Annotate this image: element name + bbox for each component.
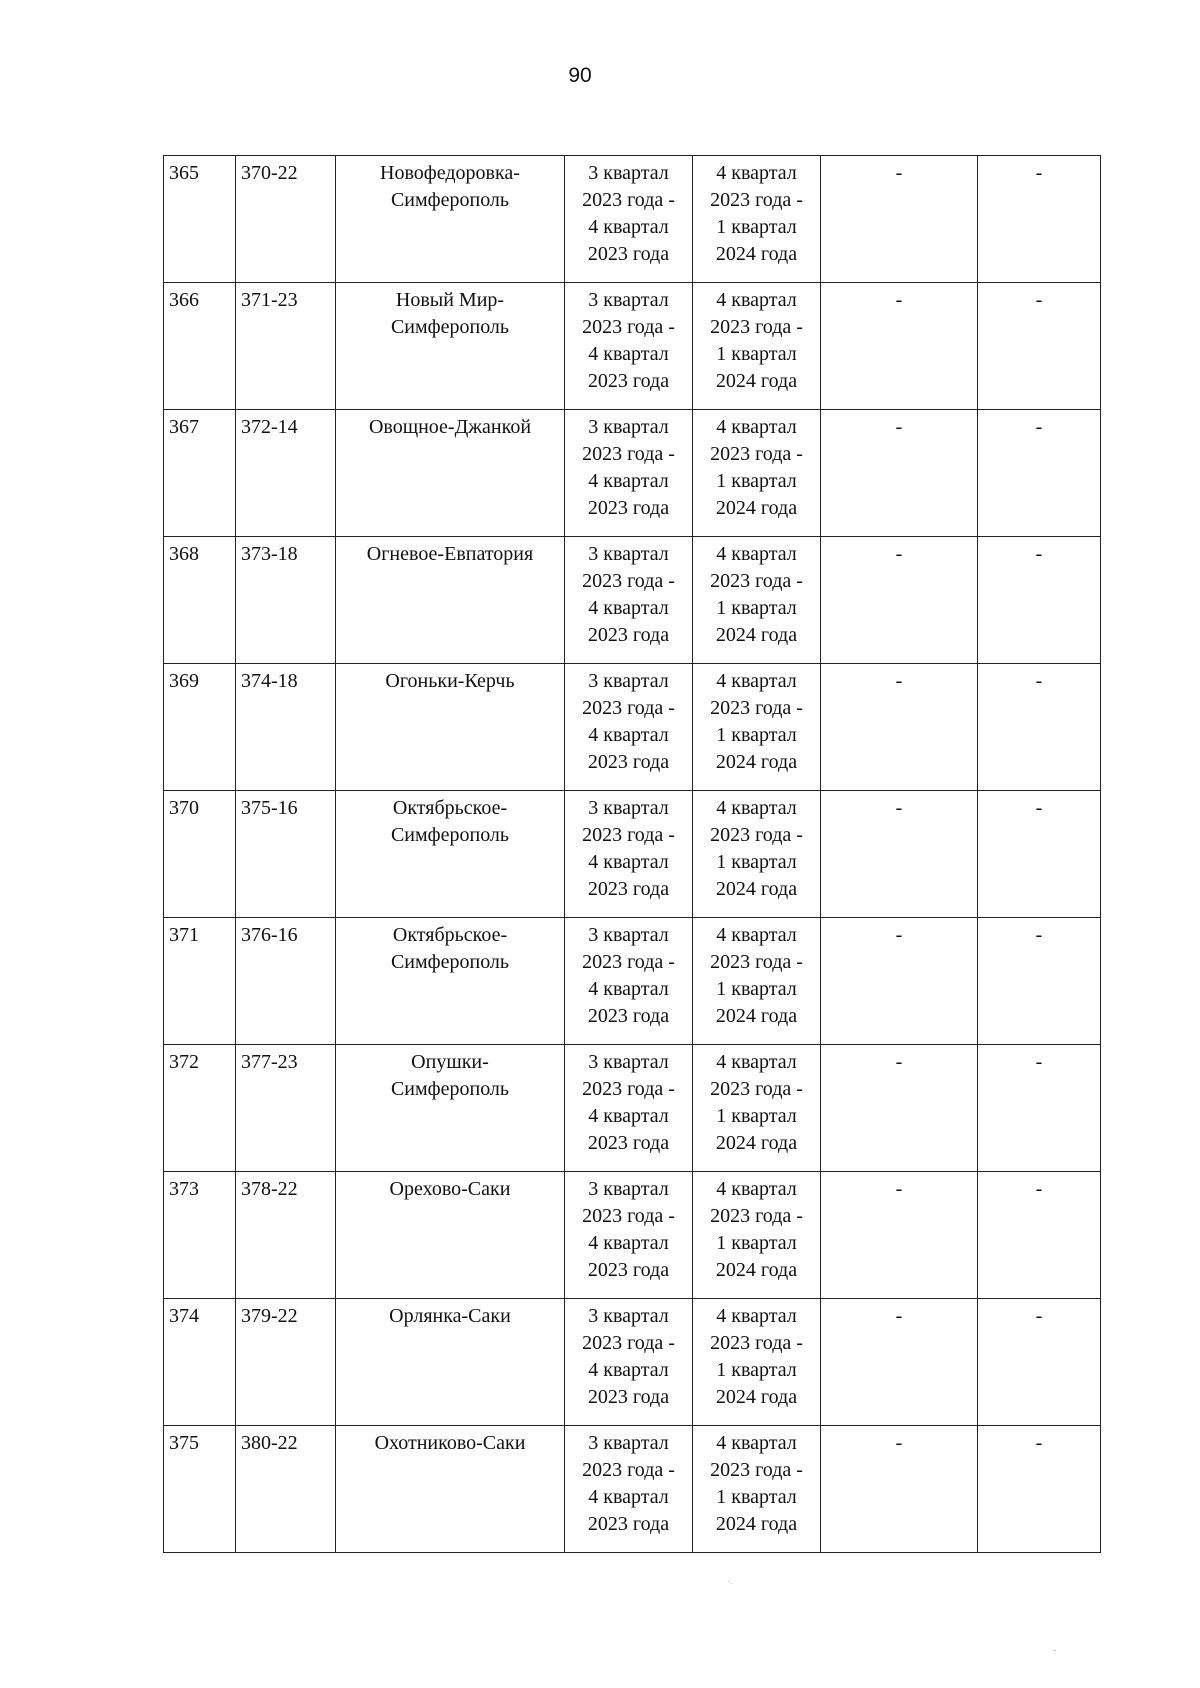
end-period-cell [693, 1172, 821, 1299]
end-period-line: 1 квартал [716, 216, 797, 238]
end-period-cell [693, 156, 821, 283]
start-period-line: 3 квартал [588, 1051, 669, 1073]
end-period-line: 2023 года - [710, 1332, 803, 1354]
end-period-cell [693, 410, 821, 537]
start-period-line: 2023 года - [582, 951, 675, 973]
dash-value: - [1035, 924, 1043, 946]
column-six-cell [821, 1045, 978, 1172]
row-number: 365 [169, 162, 199, 184]
column-seven-cell [978, 156, 1101, 283]
route-code: 379-22 [241, 1305, 298, 1327]
start-period-cell [565, 791, 693, 918]
dash-value: - [1035, 1178, 1043, 1200]
end-period-line: 1 квартал [716, 343, 797, 365]
start-period-line: 2023 года - [582, 824, 675, 846]
end-period-line: 4 квартал [716, 797, 797, 819]
row-number-cell [164, 410, 236, 537]
end-period-line: 1 квартал [716, 724, 797, 746]
end-period-line: 2024 года [715, 1386, 798, 1408]
route-code: 378-22 [241, 1178, 298, 1200]
end-period-line: 2023 года - [710, 697, 803, 719]
dash-value: - [895, 1432, 903, 1454]
start-period-line: 4 квартал [588, 724, 669, 746]
end-period-line: 1 квартал [716, 1105, 797, 1127]
dash-value: - [895, 797, 903, 819]
dash-value: - [895, 416, 903, 438]
dash-value: - [1035, 289, 1043, 311]
end-period-line: 4 квартал [716, 670, 797, 692]
route-name-cell [336, 283, 565, 410]
route-code: 376-16 [241, 924, 298, 946]
end-period-cell [693, 791, 821, 918]
start-period-line: 3 квартал [588, 289, 669, 311]
route-name-line: Овощное-Джанкой [368, 416, 532, 438]
route-name-line: Охотниково-Саки [374, 1432, 526, 1454]
end-period-line: 2024 года [715, 1259, 798, 1281]
row-number: 373 [169, 1178, 199, 1200]
route-name-cell [336, 1172, 565, 1299]
table-row [164, 1426, 1101, 1553]
route-code-cell [236, 1172, 336, 1299]
end-period-line: 2024 года [715, 751, 798, 773]
table-row [164, 1299, 1101, 1426]
column-seven-cell [978, 1172, 1101, 1299]
dash-value: - [1035, 1305, 1043, 1327]
start-period-cell [565, 918, 693, 1045]
table-row [164, 664, 1101, 791]
start-period-line: 3 квартал [588, 670, 669, 692]
start-period-cell [565, 664, 693, 791]
route-name-cell [336, 1045, 565, 1172]
row-number-cell [164, 156, 236, 283]
column-seven-cell [978, 1299, 1101, 1426]
start-period-line: 2023 года - [582, 1078, 675, 1100]
start-period-line: 3 квартал [588, 543, 669, 565]
route-code: 372-14 [241, 416, 298, 438]
route-code-cell [236, 410, 336, 537]
column-seven-cell [978, 1045, 1101, 1172]
start-period-line: 2023 года - [582, 1205, 675, 1227]
end-period-line: 4 квартал [716, 289, 797, 311]
row-number: 375 [169, 1432, 199, 1454]
end-period-line: 2023 года - [710, 570, 803, 592]
dash-value: - [895, 1305, 903, 1327]
column-seven-cell [978, 283, 1101, 410]
start-period-line: 3 квартал [588, 924, 669, 946]
end-period-cell [693, 918, 821, 1045]
end-period-line: 2023 года - [710, 189, 803, 211]
table-body [164, 156, 1101, 1553]
start-period-line: 2023 года [587, 1386, 670, 1408]
row-number: 372 [169, 1051, 199, 1073]
end-period-line: 2023 года - [710, 1078, 803, 1100]
end-period-line: 2024 года [715, 243, 798, 265]
end-period-line: 4 квартал [716, 416, 797, 438]
start-period-line: 3 квартал [588, 162, 669, 184]
start-period-line: 4 квартал [588, 470, 669, 492]
end-period-line: 4 квартал [716, 162, 797, 184]
start-period-line: 2023 года [587, 1005, 670, 1027]
table-row [164, 410, 1101, 537]
dash-value: - [1035, 670, 1043, 692]
route-code: 371-23 [241, 289, 298, 311]
end-period-line: 1 квартал [716, 597, 797, 619]
start-period-line: 2023 года [587, 243, 670, 265]
end-period-line: 2024 года [715, 370, 798, 392]
end-period-cell [693, 1426, 821, 1553]
end-period-line: 4 квартал [716, 543, 797, 565]
route-name-cell [336, 1426, 565, 1553]
route-name-line: Симферополь [390, 824, 510, 846]
route-name-line: Октябрьское- [392, 797, 508, 819]
start-period-line: 2023 года - [582, 1459, 675, 1481]
route-name-cell [336, 791, 565, 918]
row-number-cell [164, 664, 236, 791]
end-period-line: 4 квартал [716, 1305, 797, 1327]
route-code-cell [236, 156, 336, 283]
dash-value: - [895, 1051, 903, 1073]
end-period-cell [693, 1045, 821, 1172]
end-period-line: 1 квартал [716, 851, 797, 873]
table-row [164, 918, 1101, 1045]
route-name-cell [336, 918, 565, 1045]
end-period-line: 4 квартал [716, 1178, 797, 1200]
route-name-cell [336, 1299, 565, 1426]
end-period-line: 4 квартал [716, 924, 797, 946]
column-seven-cell [978, 537, 1101, 664]
route-name-cell [336, 410, 565, 537]
row-number: 366 [169, 289, 199, 311]
routes-table [163, 155, 1101, 1553]
route-name-cell [336, 537, 565, 664]
route-name-line: Симферополь [390, 189, 510, 211]
route-code: 375-16 [241, 797, 298, 819]
route-code-cell [236, 283, 336, 410]
start-period-line: 4 квартал [588, 1359, 669, 1381]
start-period-line: 3 квартал [588, 797, 669, 819]
start-period-cell [565, 283, 693, 410]
row-number-cell [164, 537, 236, 664]
column-seven-cell [978, 791, 1101, 918]
dash-value: - [895, 543, 903, 565]
route-code-cell [236, 791, 336, 918]
start-period-cell [565, 1299, 693, 1426]
scan-mark: ˙ˑ [727, 1580, 734, 1591]
table-row [164, 537, 1101, 664]
start-period-line: 3 квартал [588, 416, 669, 438]
route-name-line: Симферополь [390, 951, 510, 973]
dash-value: - [895, 1178, 903, 1200]
route-name-line: Новофедоровка- [380, 162, 520, 184]
table-row [164, 1045, 1101, 1172]
end-period-line: 2024 года [715, 1132, 798, 1154]
route-name-line: Орлянка-Саки [389, 1305, 511, 1327]
start-period-cell [565, 410, 693, 537]
end-period-line: 2023 года - [710, 316, 803, 338]
start-period-line: 4 квартал [588, 343, 669, 365]
route-code: 370-22 [241, 162, 298, 184]
end-period-cell [693, 1299, 821, 1426]
column-seven-cell [978, 410, 1101, 537]
row-number-cell [164, 1045, 236, 1172]
start-period-cell [565, 1172, 693, 1299]
row-number: 369 [169, 670, 199, 692]
column-six-cell [821, 1172, 978, 1299]
route-name-line: Огоньки-Керчь [385, 670, 515, 692]
end-period-line: 2024 года [715, 1513, 798, 1535]
row-number: 374 [169, 1305, 199, 1327]
row-number-cell [164, 283, 236, 410]
start-period-line: 2023 года [587, 497, 670, 519]
start-period-cell [565, 1426, 693, 1553]
start-period-line: 2023 года [587, 1259, 670, 1281]
start-period-line: 2023 года [587, 624, 670, 646]
dash-value: - [1035, 162, 1043, 184]
end-period-line: 2023 года - [710, 824, 803, 846]
start-period-line: 4 квартал [588, 216, 669, 238]
column-six-cell [821, 1299, 978, 1426]
column-seven-cell [978, 918, 1101, 1045]
start-period-line: 2023 года [587, 370, 670, 392]
start-period-line: 4 квартал [588, 1232, 669, 1254]
table-row [164, 1172, 1101, 1299]
route-name-line: Новый Мир- [395, 289, 505, 311]
route-name-line: Симферополь [390, 1078, 510, 1100]
route-name-cell [336, 156, 565, 283]
dash-value: - [1035, 1432, 1043, 1454]
row-number-cell [164, 918, 236, 1045]
end-period-line: 2023 года - [710, 1459, 803, 1481]
route-code-cell [236, 537, 336, 664]
dash-value: - [895, 670, 903, 692]
page-number: 90 [568, 64, 592, 87]
start-period-line: 2023 года [587, 1132, 670, 1154]
end-period-line: 2023 года - [710, 1205, 803, 1227]
end-period-line: 2023 года - [710, 443, 803, 465]
route-code-cell [236, 1426, 336, 1553]
end-period-line: 2024 года [715, 878, 798, 900]
route-name-line: Опушки- [411, 1051, 489, 1073]
row-number-cell [164, 1426, 236, 1553]
row-number: 371 [169, 924, 199, 946]
end-period-line: 2024 года [715, 624, 798, 646]
column-six-cell [821, 537, 978, 664]
column-six-cell [821, 156, 978, 283]
route-name-line: Октябрьское- [392, 924, 508, 946]
dash-value: - [895, 162, 903, 184]
start-period-line: 2023 года [587, 1513, 670, 1535]
row-number: 370 [169, 797, 199, 819]
start-period-line: 4 квартал [588, 978, 669, 1000]
end-period-line: 1 квартал [716, 978, 797, 1000]
route-code: 377-23 [241, 1051, 298, 1073]
start-period-cell [565, 1045, 693, 1172]
table-row [164, 791, 1101, 918]
route-name-line: Орехово-Саки [389, 1178, 511, 1200]
end-period-line: 2024 года [715, 1005, 798, 1027]
end-period-line: 2023 года - [710, 951, 803, 973]
column-six-cell [821, 791, 978, 918]
column-six-cell [821, 1426, 978, 1553]
column-six-cell [821, 664, 978, 791]
end-period-line: 4 квартал [716, 1051, 797, 1073]
start-period-line: 2023 года - [582, 316, 675, 338]
route-name-line: Огневое-Евпатория [366, 543, 534, 565]
table-row [164, 156, 1101, 283]
dash-value: - [1035, 416, 1043, 438]
dash-value: - [895, 924, 903, 946]
end-period-line: 1 квартал [716, 1359, 797, 1381]
row-number-cell [164, 1299, 236, 1426]
start-period-cell [565, 156, 693, 283]
column-six-cell [821, 410, 978, 537]
start-period-line: 2023 года - [582, 697, 675, 719]
end-period-line: 2024 года [715, 497, 798, 519]
start-period-line: 4 квартал [588, 1105, 669, 1127]
end-period-line: 1 квартал [716, 1232, 797, 1254]
start-period-line: 3 квартал [588, 1178, 669, 1200]
start-period-line: 2023 года - [582, 570, 675, 592]
start-period-cell [565, 537, 693, 664]
dash-value: - [895, 289, 903, 311]
start-period-line: 2023 года - [582, 443, 675, 465]
start-period-line: 2023 года [587, 751, 670, 773]
route-code: 380-22 [241, 1432, 298, 1454]
end-period-line: 1 квартал [716, 470, 797, 492]
route-code: 373-18 [241, 543, 298, 565]
route-code-cell [236, 664, 336, 791]
route-code-cell [236, 918, 336, 1045]
column-six-cell [821, 283, 978, 410]
start-period-line: 3 квартал [588, 1432, 669, 1454]
start-period-line: 4 квартал [588, 851, 669, 873]
route-code: 374-18 [241, 670, 298, 692]
row-number-cell [164, 1172, 236, 1299]
start-period-line: 2023 года - [582, 1332, 675, 1354]
route-code-cell [236, 1045, 336, 1172]
end-period-cell [693, 664, 821, 791]
end-period-cell [693, 283, 821, 410]
column-seven-cell [978, 664, 1101, 791]
dash-value: - [1035, 797, 1043, 819]
end-period-cell [693, 537, 821, 664]
column-six-cell [821, 918, 978, 1045]
scan-mark: - [1053, 1645, 1057, 1656]
route-name-line: Симферополь [390, 316, 510, 338]
start-period-line: 4 квартал [588, 597, 669, 619]
row-number: 367 [169, 416, 199, 438]
start-period-line: 3 квартал [588, 1305, 669, 1327]
end-period-line: 4 квартал [716, 1432, 797, 1454]
row-number-cell [164, 791, 236, 918]
dash-value: - [1035, 543, 1043, 565]
dash-value: - [1035, 1051, 1043, 1073]
route-code-cell [236, 1299, 336, 1426]
start-period-line: 2023 года - [582, 189, 675, 211]
end-period-line: 1 квартал [716, 1486, 797, 1508]
column-seven-cell [978, 1426, 1101, 1553]
start-period-line: 4 квартал [588, 1486, 669, 1508]
row-number: 368 [169, 543, 199, 565]
table-row [164, 283, 1101, 410]
start-period-line: 2023 года [587, 878, 670, 900]
route-name-cell [336, 664, 565, 791]
